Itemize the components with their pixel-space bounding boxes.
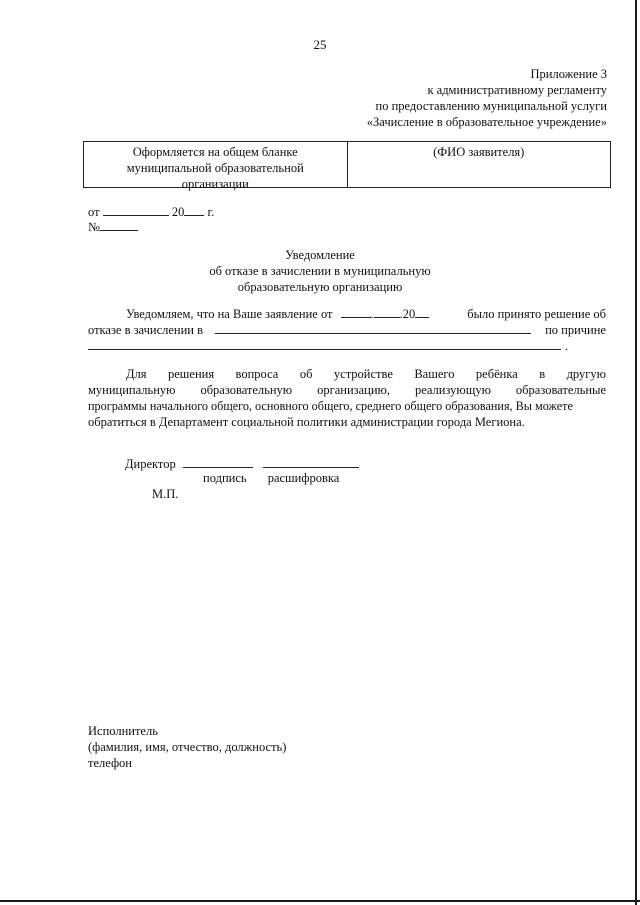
number-sign: № bbox=[88, 220, 100, 234]
advice-word: реализующую bbox=[414, 383, 491, 397]
executor-phone: телефон bbox=[88, 756, 132, 770]
paragraph-refusal-line-3 bbox=[88, 338, 606, 354]
scan-edge-bottom bbox=[0, 900, 640, 902]
page-number: 25 bbox=[313, 37, 327, 52]
signature-captions bbox=[203, 471, 339, 486]
organization-blank bbox=[215, 322, 531, 334]
advice-word: организацию, bbox=[317, 383, 390, 397]
stamp-place: М.П. bbox=[152, 487, 179, 501]
signature-blank bbox=[183, 456, 253, 468]
paragraph-advice-line-4: обратиться в Департамент социальной политики администрации города Мегиона. bbox=[88, 415, 525, 429]
advice-word: образовательные bbox=[515, 383, 606, 397]
date-line bbox=[88, 204, 214, 220]
advice-word: другую bbox=[566, 367, 606, 381]
appendix-line-4: «Зачисление в образовательное учреждение» bbox=[366, 115, 607, 129]
paragraph-refusal-line-2 bbox=[88, 322, 606, 338]
application-year-prefix: .20 bbox=[399, 307, 416, 321]
executor-label: Исполнитель bbox=[88, 724, 158, 738]
paragraph-refusal-line2-start: отказе в зачислении в bbox=[88, 323, 204, 337]
number-blank bbox=[100, 219, 138, 231]
advice-word: Для bbox=[126, 367, 147, 381]
notice-title bbox=[0, 247, 640, 295]
advice-word: устройстве bbox=[333, 367, 393, 381]
signature-caption: подпись bbox=[203, 471, 247, 485]
paragraph-advice-line-2 bbox=[88, 382, 606, 398]
header-cell-organization bbox=[84, 142, 348, 191]
appendix-line-2: к административному регламенту bbox=[427, 83, 607, 97]
header-left-line-2: муниципальной образовательной bbox=[126, 161, 304, 175]
advice-word: ребёнка bbox=[475, 367, 518, 381]
application-day-blank bbox=[341, 306, 371, 318]
scan-edge-right bbox=[635, 0, 637, 905]
header-left-line-1: Оформляется на общем бланке bbox=[132, 145, 298, 159]
notice-title-line-1: Уведомление bbox=[285, 248, 355, 262]
paragraph-advice-line-1 bbox=[88, 366, 606, 382]
advice-word: муниципальную bbox=[88, 383, 176, 397]
paragraph-refusal-line-1 bbox=[88, 306, 606, 322]
appendix-line-1: Приложение 3 bbox=[530, 67, 607, 81]
header-left-line-3: организации bbox=[181, 177, 249, 191]
director-label: Директор bbox=[125, 457, 176, 471]
year-blank bbox=[184, 204, 204, 216]
notice-title-line-3: образовательную организацию bbox=[237, 280, 403, 294]
advice-word: Вашего bbox=[414, 367, 455, 381]
year-suffix: г. bbox=[207, 205, 215, 219]
paragraph-refusal-after-date: было принято решение об bbox=[467, 307, 606, 321]
reason-blank bbox=[88, 338, 561, 350]
application-year-blank bbox=[415, 306, 429, 318]
paragraph-refusal-line2-end: по причине bbox=[545, 323, 606, 337]
header-cell-applicant bbox=[348, 142, 611, 187]
from-label: от bbox=[88, 205, 100, 219]
number-line bbox=[88, 219, 138, 235]
date-blank bbox=[103, 204, 169, 216]
paragraph-refusal-line3-end: . bbox=[564, 339, 568, 353]
executor-details: (фамилия, имя, отчество, должность) bbox=[88, 740, 287, 754]
appendix-line-3: по предоставлению муниципальной услуги bbox=[375, 99, 607, 113]
advice-word: об bbox=[299, 367, 313, 381]
decoding-caption: расшифровка bbox=[267, 471, 340, 485]
paragraph-advice bbox=[88, 366, 606, 430]
advice-word: образовательную bbox=[200, 383, 293, 397]
notice-title-line-2: об отказе в зачислении в муниципальную bbox=[209, 264, 431, 278]
advice-word: решения bbox=[167, 367, 215, 381]
appendix-header bbox=[367, 66, 607, 130]
year-prefix: 20 bbox=[171, 205, 185, 219]
director-signature bbox=[125, 456, 359, 472]
decoding-blank bbox=[263, 456, 359, 468]
advice-word: в bbox=[539, 367, 546, 381]
application-month-blank bbox=[374, 306, 400, 318]
paragraph-advice-line-3: программы начального общего, основного общего, среднего общего образования, Вы можете bbox=[88, 399, 573, 413]
advice-word: вопроса bbox=[235, 367, 279, 381]
paragraph-refusal bbox=[88, 306, 606, 354]
executor-block bbox=[88, 723, 286, 771]
date-dot: . bbox=[370, 307, 374, 321]
header-table bbox=[83, 141, 611, 191]
applicant-name-label: (ФИО заявителя) bbox=[433, 145, 525, 159]
paragraph-refusal-start: Уведомляем, что на Ваше заявление от bbox=[126, 307, 333, 321]
